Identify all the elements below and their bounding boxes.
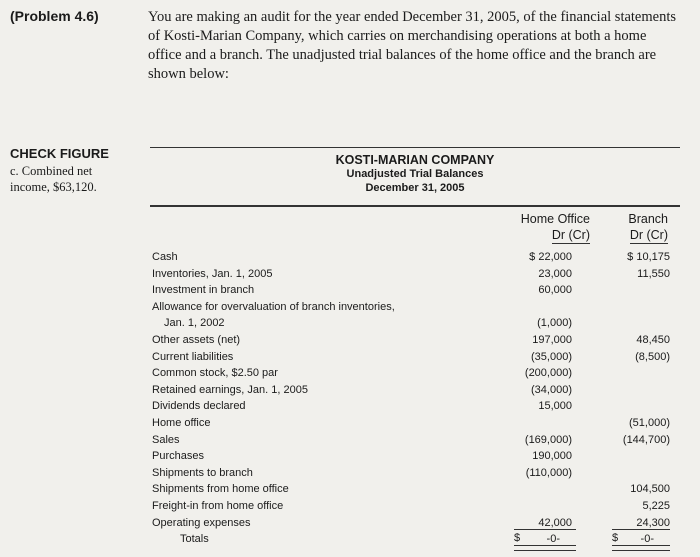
home-office-amount: (35,000) bbox=[531, 350, 572, 363]
branch-double-rule bbox=[612, 545, 670, 551]
account-name: Jan. 1, 2002 bbox=[164, 317, 225, 330]
account-name: Current liabilities bbox=[152, 350, 234, 363]
table-row bbox=[152, 498, 682, 514]
account-name: Freight-in from home office bbox=[152, 500, 284, 512]
account-name: Allowance for overvaluation of branch inventories, bbox=[152, 300, 395, 313]
check-figure-heading: CHECK FIGURE bbox=[10, 146, 109, 161]
account-name: Operating expenses bbox=[152, 516, 251, 529]
table-row bbox=[152, 266, 682, 282]
account-name: Investment in branch bbox=[152, 284, 255, 297]
column-header-line: Home Office bbox=[520, 212, 590, 226]
branch-total-rule bbox=[612, 529, 670, 530]
branch-amount: $ 10,175 bbox=[627, 251, 670, 263]
branch-amount: 48,450 bbox=[636, 334, 670, 346]
table-row bbox=[152, 448, 682, 464]
totals-row bbox=[152, 531, 682, 547]
home-totals-dollar-sign: $ bbox=[514, 532, 521, 545]
branch-totals-dollar-sign: $ bbox=[612, 532, 619, 545]
column-header-line: Branch bbox=[628, 212, 668, 226]
home-office-amount: (110,000) bbox=[525, 466, 572, 479]
table-row bbox=[152, 315, 682, 331]
branch-amount: 24,300 bbox=[636, 516, 670, 529]
table-row bbox=[152, 382, 682, 398]
home-office-amount: 60,000 bbox=[538, 284, 572, 297]
statement-title: Unadjusted Trial Balances bbox=[346, 168, 484, 180]
home-office-amount: $ 22,000 bbox=[529, 251, 572, 263]
branch-amount: 104,500 bbox=[630, 483, 670, 496]
table-row bbox=[152, 349, 682, 365]
table-row bbox=[152, 481, 682, 497]
table-row bbox=[152, 299, 682, 315]
statement-header bbox=[150, 153, 680, 195]
home-office-amount: -0- bbox=[546, 533, 560, 546]
account-name: Cash bbox=[152, 251, 178, 263]
branch-amount: 5,225 bbox=[642, 500, 670, 512]
table-row bbox=[152, 432, 682, 448]
check-figure-line: income, $63,120. bbox=[10, 180, 97, 194]
table-row bbox=[152, 515, 682, 531]
table-row bbox=[152, 415, 682, 431]
account-name: Sales bbox=[152, 433, 180, 446]
problem-line: shown below: bbox=[148, 66, 229, 82]
problem-label: (Problem 4.6) bbox=[10, 8, 99, 24]
home-total-rule bbox=[514, 529, 576, 530]
account-name: Other assets (net) bbox=[152, 334, 241, 346]
branch-amount: (8,500) bbox=[635, 350, 670, 363]
account-name: Totals bbox=[180, 533, 209, 546]
account-name: Shipments to branch bbox=[152, 466, 253, 479]
home-office-amount: (1,000) bbox=[537, 317, 572, 330]
table-row bbox=[152, 332, 682, 348]
home-office-amount: (34,000) bbox=[531, 383, 572, 396]
home-double-rule bbox=[514, 545, 576, 551]
table-row bbox=[152, 465, 682, 481]
top-rule bbox=[150, 147, 680, 148]
branch-amount: 11,550 bbox=[637, 267, 670, 280]
check-figure-line: c. Combined net bbox=[10, 164, 93, 178]
account-name: Purchases bbox=[152, 450, 204, 463]
problem-line: You are making an audit for the year ended December 31, 2005, of the financial statements bbox=[148, 9, 677, 25]
home-office-amount: 15,000 bbox=[538, 400, 572, 413]
account-name: Home office bbox=[152, 417, 211, 429]
column-header-line: Dr (Cr) bbox=[551, 228, 590, 242]
header-rule bbox=[150, 205, 680, 207]
problem-statement bbox=[148, 8, 688, 84]
check-figure bbox=[10, 146, 140, 195]
column-header-line: Dr (Cr) bbox=[629, 228, 668, 242]
company-name: KOSTI-MARIAN COMPANY bbox=[335, 153, 495, 167]
table-row bbox=[152, 365, 682, 381]
table-row bbox=[152, 398, 682, 414]
column-header-home-office bbox=[490, 211, 590, 244]
home-office-amount: 197,000 bbox=[532, 334, 572, 346]
account-name: Inventories, Jan. 1, 2005 bbox=[152, 267, 273, 280]
branch-amount: (144,700) bbox=[622, 433, 670, 446]
account-name: Dividends declared bbox=[152, 400, 246, 413]
home-office-amount: 190,000 bbox=[532, 450, 572, 463]
home-office-amount: (169,000) bbox=[524, 433, 572, 446]
branch-amount: (51,000) bbox=[629, 417, 670, 429]
account-name: Retained earnings, Jan. 1, 2005 bbox=[152, 383, 308, 396]
home-office-amount: 42,000 bbox=[538, 516, 572, 529]
table-row bbox=[152, 249, 682, 265]
account-name: Shipments from home office bbox=[152, 483, 289, 496]
home-office-amount: 23,000 bbox=[538, 267, 572, 280]
problem-line: of Kosti-Marian Company, which carries on merchandising operations at both a home bbox=[148, 28, 647, 44]
table-row bbox=[152, 282, 682, 298]
problem-line: office and a branch. The unadjusted trial balances of the home office and the branch are bbox=[148, 47, 657, 63]
home-office-amount: (200,000) bbox=[524, 367, 572, 380]
account-name: Common stock, $2.50 par bbox=[152, 367, 278, 380]
statement-date: December 31, 2005 bbox=[365, 182, 465, 194]
column-header-branch bbox=[590, 211, 668, 244]
branch-amount: -0- bbox=[640, 533, 654, 546]
